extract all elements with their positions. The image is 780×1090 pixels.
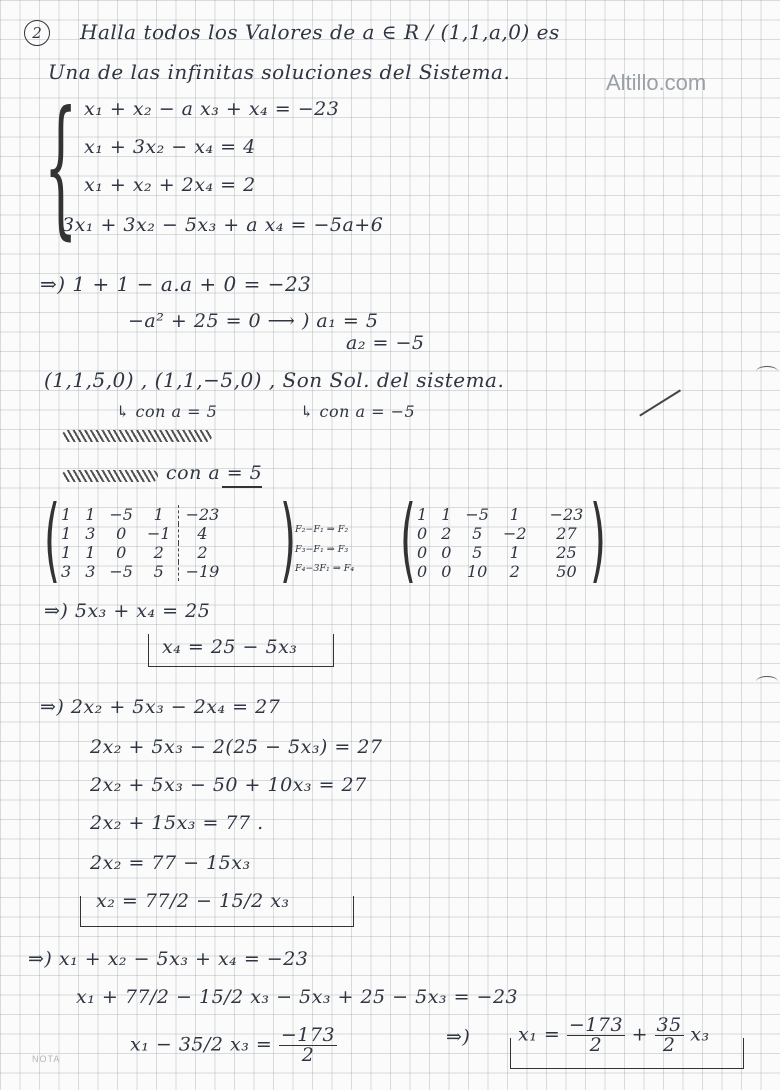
footer-label: NOTA: [32, 1054, 61, 1064]
matrix-left-open-paren: (: [43, 486, 61, 593]
matrix-left: [54, 505, 226, 581]
fraction-numerator: −173: [280, 1024, 336, 1046]
step3-line-1: ⇒) x₁ + x₂ − 5x₃ + x₄ = −23: [28, 948, 309, 970]
matrix-left-row: [54, 505, 226, 524]
system-eq-3: x₁ + x₂ + 2x₄ = 2: [84, 174, 256, 196]
cell: 50: [556, 562, 577, 581]
cell: 1: [85, 543, 96, 562]
matrix-left-row: [54, 543, 226, 562]
step2-boxed: x₂ = 77/2 − 15/2 x₃: [96, 890, 290, 912]
matrix-right-row: [410, 505, 590, 524]
row-op: F₂−F₁ ⇒ F₂: [295, 524, 349, 535]
solution-note-2: ↳ con a = −5: [300, 402, 416, 421]
step2-line-1: ⇒) 2x₂ + 5x₃ − 2x₄ = 27: [40, 696, 281, 718]
cell: 1: [509, 505, 520, 524]
system-eq-2: x₁ + 3x₂ − x₄ = 4: [84, 136, 256, 158]
step2-line-3: 2x₂ + 5x₃ − 50 + 10x₃ = 27: [90, 774, 367, 796]
cell: −1: [146, 524, 171, 543]
step2-line-5: 2x₂ = 77 − 15x₃: [90, 852, 251, 874]
cell: 1: [417, 505, 428, 524]
step2-line-4: 2x₂ + 15x₃ = 77 .: [90, 812, 264, 834]
row-op: F₄−3F₁ ⇒ F₄: [295, 563, 355, 574]
fraction-numerator: −173: [568, 1014, 624, 1036]
cell: 1: [153, 505, 164, 524]
cell: 1: [61, 505, 72, 524]
matrix-right-open-paren: (: [399, 486, 417, 593]
solutions-line: (1,1,5,0) , (1,1,−5,0) , Son Sol. del sistema.: [44, 368, 505, 392]
implies-arrow: ⇒): [446, 1026, 471, 1048]
cell: 25: [556, 543, 577, 562]
final-plus: +: [631, 1023, 648, 1046]
substitution-line-3: a₂ = −5: [346, 332, 425, 354]
matrix-right-close-paren: ): [589, 486, 607, 593]
cell: 4: [178, 524, 226, 543]
cell: 0: [116, 543, 127, 562]
stray-mark: [639, 389, 681, 416]
system-eq-1: x₁ + x₂ − a x₃ + x₄ = −23: [84, 98, 340, 120]
problem-number: 2: [24, 20, 50, 46]
cell: 0: [441, 543, 452, 562]
cell: 2: [509, 562, 520, 581]
step1-boxed: x₄ = 25 − 5x₃: [162, 636, 298, 658]
cell: −5: [109, 562, 133, 581]
punch-hole-mark: [756, 676, 778, 687]
statement-line-1: Halla todos los Valores de a ∈ R / (1,1,a,0) es: [80, 20, 560, 44]
fraction-numerator: 35: [656, 1014, 682, 1036]
substitution-line-1: ⇒) 1 + 1 − a.a + 0 = −23: [40, 272, 312, 296]
crossed-out-scribble: [62, 430, 212, 442]
step3-fraction: [279, 1026, 337, 1065]
cell: 5: [153, 562, 164, 581]
matrix-left-row: [54, 524, 226, 543]
cell: 2: [178, 543, 226, 562]
cell: 2: [441, 524, 452, 543]
fraction-denominator: 2: [301, 1044, 315, 1066]
cell: 1: [509, 543, 520, 562]
cell: −19: [178, 562, 226, 581]
system-brace: {: [44, 80, 78, 254]
solution-note-1: ↳ con a = 5: [116, 402, 218, 421]
cell: 27: [556, 524, 577, 543]
cell: 0: [417, 524, 428, 543]
cell: 2: [153, 543, 164, 562]
final-fraction-2: [655, 1016, 684, 1055]
matrix-right-row: [410, 562, 590, 581]
step3-line-2: x₁ + 77/2 − 15/2 x₃ − 5x₃ + 25 − 5x₃ = −23: [76, 986, 519, 1008]
final-fraction-1: [567, 1016, 625, 1055]
matrix-left-close-paren: ): [279, 486, 297, 593]
matrix-right-row: [410, 524, 590, 543]
cell: 1: [85, 505, 96, 524]
substitution-line-2: −a² + 25 = 0 ⟶ ) a₁ = 5: [128, 310, 379, 332]
cell: 0: [417, 543, 428, 562]
with-a5-label: con a = 5: [166, 462, 263, 484]
cell: 1: [441, 505, 452, 524]
final-lhs: x₁ =: [518, 1023, 561, 1046]
cell: 0: [417, 562, 428, 581]
cell: 5: [472, 524, 483, 543]
final-boxed-expression: [518, 1016, 710, 1055]
a5-underline: [222, 486, 262, 488]
cell: 3: [61, 562, 72, 581]
step3-line3-left: x₁ − 35/2 x₃ =: [130, 1033, 273, 1056]
statement-line-2: Una de las infinitas soluciones del Sistema.: [48, 60, 511, 84]
matrix-right-row: [410, 543, 590, 562]
cell: 3: [85, 562, 96, 581]
cell: −5: [465, 505, 489, 524]
cell: −5: [109, 505, 133, 524]
cell: 5: [472, 543, 483, 562]
crossed-out-word: [62, 470, 158, 482]
watermark: Altillo.com: [606, 70, 707, 95]
cell: 3: [85, 524, 96, 543]
row-op: F₃−F₁ ⇒ F₃: [295, 543, 349, 555]
cell: −23: [178, 505, 226, 524]
cell: 0: [441, 562, 452, 581]
cell: −23: [549, 505, 584, 524]
matrix-left-row: [54, 562, 226, 581]
final-var: x₃: [690, 1023, 710, 1046]
fraction-denominator: 2: [662, 1034, 676, 1056]
step1-line-1: ⇒) 5x₃ + x₄ = 25: [44, 600, 211, 622]
fraction-denominator: 2: [589, 1034, 603, 1056]
system-eq-4: 3x₁ + 3x₂ − 5x₃ + a x₄ = −5a+6: [62, 214, 384, 236]
cell: 1: [61, 524, 72, 543]
matrix-right: [410, 505, 590, 581]
row-operations: [295, 520, 354, 579]
step3-line-3: [130, 1026, 337, 1065]
step2-line-2: 2x₂ + 5x₃ − 2(25 − 5x₃) = 27: [90, 736, 383, 758]
cell: 0: [116, 524, 127, 543]
cell: 10: [466, 562, 488, 581]
punch-hole-mark: [756, 366, 778, 377]
cell: −2: [502, 524, 527, 543]
cell: 1: [61, 543, 72, 562]
